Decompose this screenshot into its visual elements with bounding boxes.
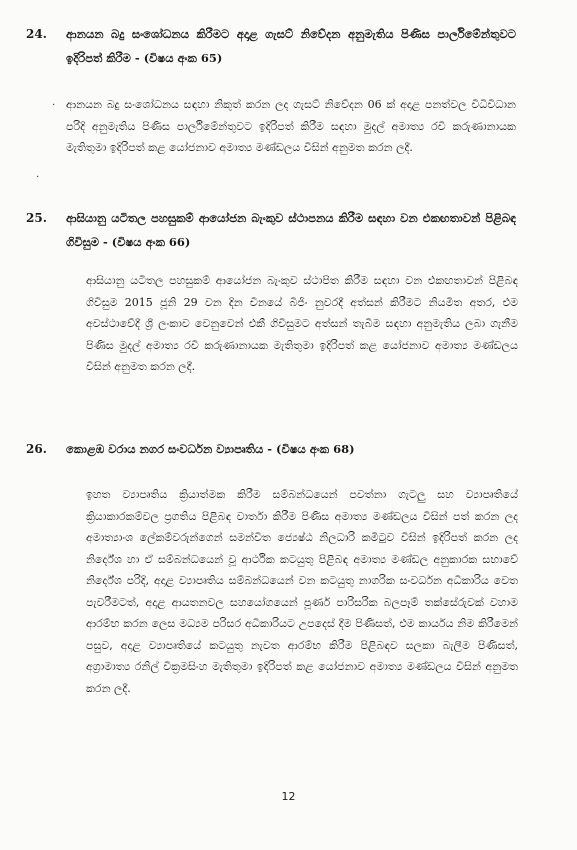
section-title: ආසියානු යටිතල පහසුකම් ආයෝජන බැංකුව ස්ථාපනය කිරීම සඳහා වන එකඟතාවන් පිළිබඳ ගිවිසුම - (විෂය අංක 66) [66, 211, 516, 249]
section-title: කොළඹ වරාය නගර සංවර්ධන ව්‍යාපෘතිය - (විෂය අංක 68) [66, 442, 355, 456]
section-title: ආනයන බදු සංශෝධනය කිරීමට අදාළ ගැසට් නිවේදන අනුමැතිය පිණිස පාර්ලිමේන්තුවට ඉදිරිපත් කිරීම - (විෂය අංක 65) [66, 27, 516, 65]
section-body: ආනයන බදු සංශෝධනය සඳහා නිකුත් කරන ලද ගැසට් නිවේදන 06 ක් අදාළ පනත්වල විධිවිධාන පරිදි අනුමැතිය පිණිස පාර්ලිමේන්තුවට ඉදිරිපත් කිරීම සඳහා මුදල් අමාත්‍ය රවි කරුණානායක මැතිතුමා ඉදිරිපත් කළ යෝජනාව අමාත්‍ය මණ්ඩලය විසින් අනුමත කරන ලදී. [66, 98, 516, 154]
section-number: 24. [26, 27, 47, 41]
margin-mark: · [52, 100, 56, 111]
page-number: 12 [281, 790, 296, 803]
section-number: 25. [26, 211, 47, 225]
section-body: ඉහත ව්‍යාපෘතිය ක්‍රියාත්මක කිරීම සම්බන්ධයෙන් පවත්නා ගැටලු සහ ව්‍යාපෘතියේ ක්‍රියාකාරකම්වල ප්‍රගතිය පිළිබඳ වාර්තා කිරීම පිණිස අමාත්‍ය මණ්ඩලය විසින් පත් කරන ලද අමාත්‍යාංශ ලේකම්වරුන්ගෙන් සමන්විත ජ්‍යෙෂ්ඨ නිලධාරි කමිටුව විසින් ඉදිරිපත් කරන ලද නිර්දේශ හා ඒ සම්බන්ධයෙන් වූ ආර්ථික කටයුතු පිළිබඳ අමාත්‍ය මණ්ඩල අනුකාරක සභාවේ නිර්දේශ පරිදි, අදාළ ව්‍යාපෘතිය සම්බන්ධයෙන් වන කටයුතු නාගරික සංවර්ධන අධිකාරිය වෙත පැවරීමටත්, අදාළ ආයතනවල සහයෝගයෙන් පූර්ණ පාරිසරික බලපෑම් තක්සේරුවක් වහාම ආරම්භ කරන ලෙස මධ්‍යම පරිසර අධිකාරියට උපදෙස් දීම පිණිසත්, එම කාර්යය නිම කිරීමෙන් පසුව, අදාළ ව්‍යාපෘතියේ කටයුතු නැවත ආරම්භ කිරීම පිළිබඳව සලකා බැලීම පිණිසත්, අග්‍රාමාත්‍ය රනිල් වික්‍රමසිංහ මැතිතුමා ඉදිරිපත් කළ යෝජනාව අමාත්‍ය මණ්ඩලය විසින් අනුමත කරන ලදී. [86, 488, 518, 695]
section-body: ආසියානු යටිතල පහසුකම් ආයෝජන බැංකුව ස්ථාපිත කිරීම සඳහා වන එකඟතාවන් පිළිබඳ ගිවිසුම 2015 ජූනි 29 වන දින චීනයේ බීජිං නුවරදී අත්සන් කිරීමට නියමිත අතර, එම අවස්ථාවේදී ශ්‍රී ලංකාව වෙනුවෙන් එකී ගිවිසුමට අත්සන් තැබීම සඳහා අනුමැතිය ලබා ගැනීම පිණිස මුදල් අමාත්‍ය රවි කරුණානායක මැතිතුමා ඉදිරිපත් කළ යෝජනාව අමාත්‍ය මණ්ඩලය විසින් අනුමත කරන ලදී. [86, 274, 518, 373]
margin-mark: · [36, 172, 40, 183]
section-number: 26. [26, 442, 47, 456]
